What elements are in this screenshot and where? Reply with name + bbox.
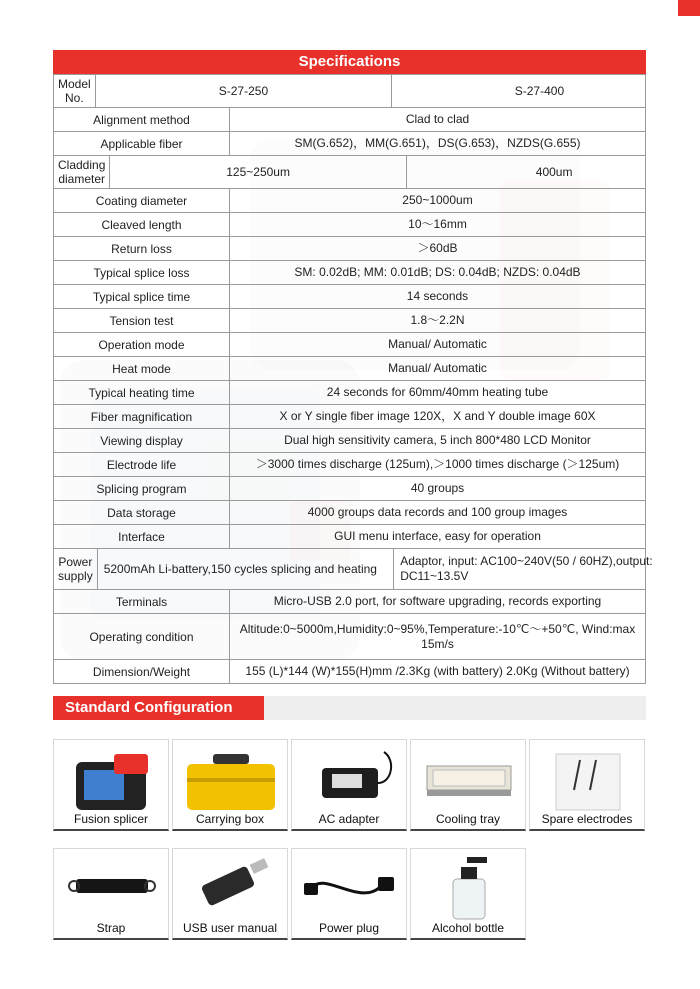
carrying-box-icon	[173, 740, 289, 816]
config-item	[410, 848, 526, 940]
spec-row	[54, 212, 645, 236]
config-item-label: Spare electrodes	[541, 812, 633, 826]
spec-value: SM(G.652)，MM(G.651)，DS(G.653)，NZDS(G.655)	[294, 136, 581, 150]
config-item-image	[411, 740, 525, 816]
config-item-image	[530, 740, 644, 816]
corner-accent	[678, 0, 700, 16]
config-item	[529, 739, 645, 831]
spec-row	[54, 284, 645, 308]
spec-value: Dual high sensitivity camera, 5 inch 800*480 LCD Monitor	[284, 433, 591, 447]
config-item-label: AC adapter	[318, 812, 380, 826]
spec-row	[54, 260, 645, 284]
spec-value: Altitude:0~5000m,Humidity:0~95%,Temperature:-10℃～+50℃, Wind:max 15m/s	[239, 621, 636, 651]
spec-value: 1.8～2.2N	[410, 313, 465, 327]
spec-row	[54, 589, 645, 613]
spec-row	[54, 524, 645, 548]
fusion-splicer-icon	[54, 740, 170, 816]
spec-label: Applicable fiber	[54, 132, 230, 155]
spec-row	[54, 236, 645, 260]
config-item-label: Carrying box	[195, 812, 265, 826]
alcohol-bottle-icon	[411, 849, 527, 925]
config-item	[172, 848, 288, 940]
spec-value: Manual/ Automatic	[388, 361, 487, 375]
spec-label: Cleaved length	[54, 213, 230, 236]
spec-row	[54, 107, 645, 131]
spec-label: Electrode life	[54, 453, 230, 476]
spec-row	[54, 428, 645, 452]
spec-row	[54, 659, 645, 683]
spec-value: 155 (L)*144 (W)*155(H)mm /2.3Kg (with battery) 2.0Kg (Without battery)	[245, 664, 630, 678]
spec-value: 4000 groups data records and 100 group images	[307, 505, 568, 519]
spec-row	[54, 476, 645, 500]
config-item-label: USB user manual	[182, 921, 278, 935]
spec-label: Power supply	[54, 549, 98, 589]
spec-row	[54, 131, 645, 155]
spec-value: Clad to clad	[405, 112, 470, 126]
usb-icon	[173, 849, 289, 925]
specifications-table	[53, 50, 653, 684]
config-item-label: Strap	[96, 921, 126, 935]
ac-adapter-icon	[292, 740, 408, 816]
spec-label: Terminals	[54, 590, 230, 613]
spec-label: Typical heating time	[54, 381, 230, 404]
config-item	[291, 848, 407, 940]
spec-label: Data storage	[54, 501, 230, 524]
spec-label: Typical splice loss	[54, 261, 230, 284]
spec-row	[54, 548, 653, 589]
spec-value: Micro-USB 2.0 port, for software upgrading, records exporting	[273, 594, 602, 608]
config-item-image	[54, 849, 168, 925]
config-item-image	[292, 849, 406, 925]
spec-value: ＞60dB	[417, 241, 458, 255]
spec-row	[54, 188, 645, 212]
spec-value: X or Y single fiber image 120X，X and Y double image 60X	[279, 409, 596, 423]
spec-label: Dimension/Weight	[54, 660, 230, 683]
config-item-image	[173, 849, 287, 925]
spare-electrodes-icon	[530, 740, 646, 816]
spec-row	[54, 380, 645, 404]
spec-value-v1: S-27-250	[218, 83, 269, 98]
spec-row	[54, 404, 645, 428]
config-item	[53, 739, 169, 831]
specifications-body	[53, 74, 653, 684]
spec-row	[54, 155, 645, 188]
spec-value: 24 seconds for 60mm/40mm heating tube	[326, 385, 549, 399]
spec-value: 40 groups	[410, 481, 465, 495]
strap-icon	[54, 849, 170, 925]
config-item-image	[411, 849, 525, 925]
spec-label: Typical splice time	[54, 285, 230, 308]
spec-label: Fiber magnification	[54, 405, 230, 428]
config-item-label: Fusion splicer	[73, 812, 149, 826]
spec-label: Cladding diameter	[54, 156, 110, 188]
spec-value-v2: S-27-400	[391, 75, 687, 107]
standard-configuration-title: Standard Configuration	[53, 696, 264, 720]
spec-label: Splicing program	[54, 477, 230, 500]
spec-value: GUI menu interface, easy for operation	[334, 529, 541, 543]
spec-value: 10～16mm	[408, 217, 467, 231]
power-plug-icon	[292, 849, 408, 925]
spec-row	[54, 74, 645, 107]
config-item-image	[173, 740, 287, 816]
spec-value-v2: Adaptor, input: AC100~240V(50 / 60HZ),output: DC11~13.5V	[393, 549, 689, 589]
spec-row	[54, 613, 645, 659]
spec-row	[54, 452, 645, 476]
config-item	[291, 739, 407, 831]
spec-label: Operating condition	[54, 614, 230, 659]
spec-value-v2: 400um	[406, 156, 700, 188]
spec-value: 14 seconds	[406, 289, 469, 303]
spec-label: Model No.	[54, 75, 96, 107]
specifications-title: Specifications	[53, 50, 646, 74]
spec-value: 250~1000um	[402, 193, 473, 207]
config-item-image	[292, 740, 406, 816]
spec-label: Viewing display	[54, 429, 230, 452]
spec-value-v1: 125~250um	[226, 164, 290, 179]
spec-label: Interface	[54, 525, 230, 548]
config-item-label: Cooling tray	[435, 812, 501, 826]
spec-value: ＞3000 times discharge (125um),＞1000 times discharge (＞125um)	[255, 457, 620, 471]
spec-value-v1: 5200mAh Li-battery,150 cycles splicing and heating	[103, 561, 377, 576]
spec-row	[54, 332, 645, 356]
config-item-label: Power plug	[318, 921, 380, 935]
spec-row	[54, 356, 645, 380]
config-item-label: Alcohol bottle	[431, 921, 505, 935]
spec-row	[54, 308, 645, 332]
spec-label: Alignment method	[54, 108, 230, 131]
spec-value: Manual/ Automatic	[388, 337, 487, 351]
config-item	[53, 848, 169, 940]
spec-label: Heat mode	[54, 357, 230, 380]
standard-configuration-header	[53, 696, 646, 720]
spec-label: Operation mode	[54, 333, 230, 356]
config-item	[172, 739, 288, 831]
spec-value: SM: 0.02dB; MM: 0.01dB; DS: 0.04dB; NZDS: 0.04dB	[294, 265, 581, 279]
spec-label: Return loss	[54, 237, 230, 260]
cooling-tray-icon	[411, 740, 527, 816]
spec-row	[54, 500, 645, 524]
config-item-image	[54, 740, 168, 816]
config-item	[410, 739, 526, 831]
spec-label: Coating diameter	[54, 189, 230, 212]
spec-label: Tension test	[54, 309, 230, 332]
